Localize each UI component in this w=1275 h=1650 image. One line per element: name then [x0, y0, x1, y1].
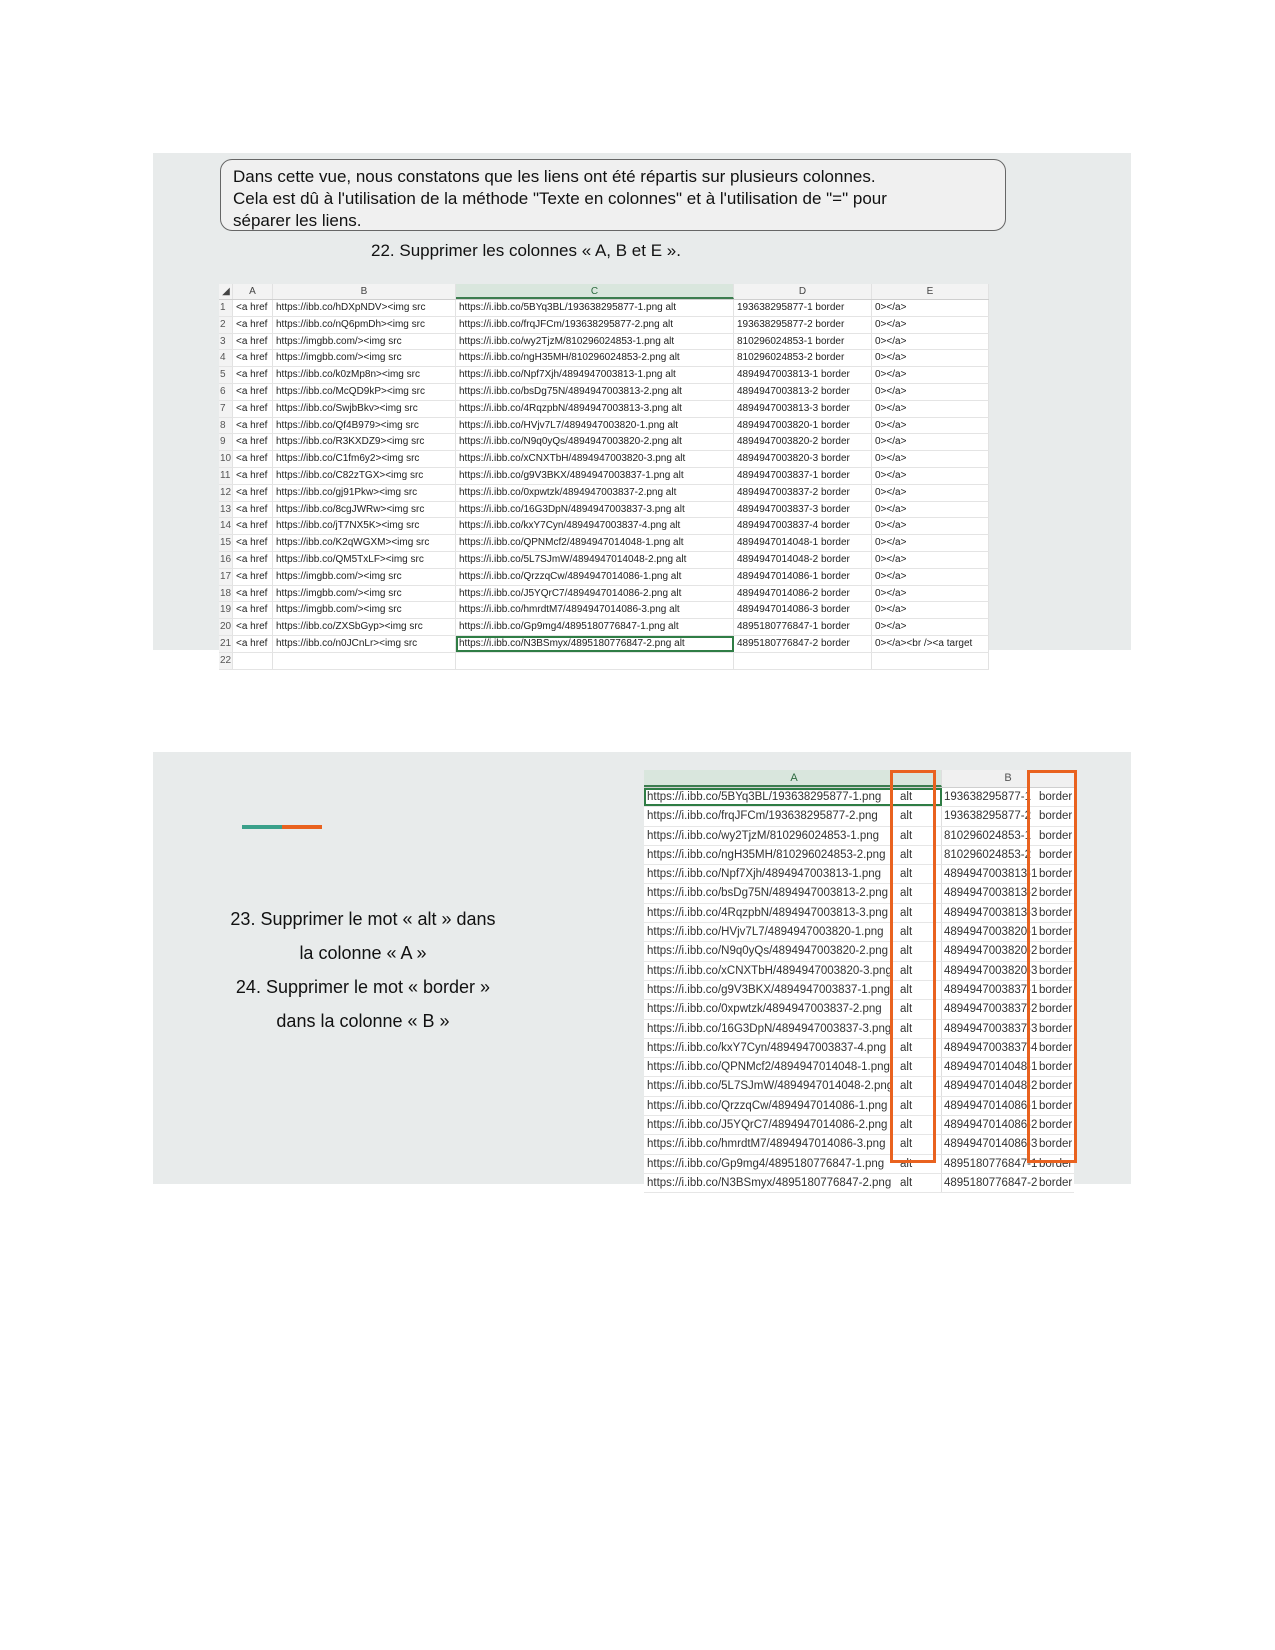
- table-cell[interactable]: 4894947003813-3 border: [734, 401, 872, 417]
- table-cell[interactable]: 810296024853-2 border: [734, 350, 872, 366]
- cell-alt-word: alt: [900, 887, 913, 900]
- table-row: [644, 1000, 1074, 1019]
- table-cell[interactable]: https://i.ibb.co/0xpwtzk/4894947003837-2.png alt: [456, 485, 734, 501]
- cell-id-text: 4894947014086-3: [944, 1138, 1038, 1151]
- table-cell[interactable]: 4894947003837-3 border: [734, 502, 872, 518]
- table-row: [644, 788, 1074, 807]
- table-cell[interactable]: <a href: [233, 468, 273, 484]
- row-number[interactable]: 10: [219, 451, 233, 467]
- row-number[interactable]: 11: [219, 468, 233, 484]
- table-row: [644, 1097, 1074, 1116]
- row-number[interactable]: 7: [219, 401, 233, 417]
- table-cell[interactable]: 193638295877-1 border: [734, 300, 872, 316]
- table-cell[interactable]: 4894947003820-2 border: [734, 434, 872, 450]
- accent-bar-teal: [242, 825, 282, 829]
- cell-border-word: border: [1039, 1003, 1073, 1016]
- cell-border-word: border: [1039, 1138, 1073, 1151]
- table-cell[interactable]: https://imgbb.com/><img src: [273, 602, 456, 618]
- cell-border-word: border: [1039, 848, 1073, 861]
- table-cell[interactable]: https://ibb.co/SwjbBkv><img src: [273, 401, 456, 417]
- table-cell[interactable]: https://i.ibb.co/Npf7Xjh/4894947003813-1.png alt: [456, 367, 734, 383]
- table-cell[interactable]: [942, 1174, 1074, 1192]
- table-cell[interactable]: <a href: [233, 552, 273, 568]
- table-row: [219, 502, 989, 519]
- cell-alt-word: alt: [900, 1099, 913, 1112]
- cell-border-word: border: [1039, 1061, 1073, 1074]
- row-number[interactable]: 22: [219, 653, 233, 669]
- table-cell[interactable]: <a href: [233, 451, 273, 467]
- row-number[interactable]: 8: [219, 418, 233, 434]
- table-row: [644, 981, 1074, 1000]
- cell-alt-word: alt: [900, 1022, 913, 1035]
- table-cell[interactable]: 4894947014048-1 border: [734, 535, 872, 551]
- column-header-row: [644, 770, 1074, 788]
- table-cell[interactable]: https://ibb.co/C82zTGX><img src: [273, 468, 456, 484]
- table-cell[interactable]: https://ibb.co/McQD9kP><img src: [273, 384, 456, 400]
- cell-url-text: https://i.ibb.co/QrzzqCw/4894947014086-1.png: [647, 1099, 888, 1112]
- table-cell[interactable]: <a href: [233, 602, 273, 618]
- table-cell[interactable]: https://i.ibb.co/5L7SJmW/4894947014048-2.png alt: [456, 552, 734, 568]
- table-cell[interactable]: https://i.ibb.co/Gp9mg4/4895180776847-1.png alt: [456, 619, 734, 635]
- table-cell[interactable]: 0></a>: [872, 619, 989, 635]
- cell-id-text: 4894947003813-2: [944, 887, 1038, 900]
- table-row: [219, 434, 989, 451]
- cell-url-text: https://i.ibb.co/kxY7Cyn/4894947003837-4.png: [647, 1041, 887, 1054]
- cell-url-text: https://i.ibb.co/16G3DpN/4894947003837-3.png: [647, 1022, 892, 1035]
- table-cell[interactable]: https://i.ibb.co/HVjv7L7/4894947003820-1.png alt: [456, 418, 734, 434]
- cell-alt-word: alt: [900, 868, 913, 881]
- table-cell[interactable]: <a href: [233, 317, 273, 333]
- row-number[interactable]: 15: [219, 535, 233, 551]
- column-header-a[interactable]: A: [233, 284, 273, 299]
- table-cell[interactable]: https://i.ibb.co/N3BSmyx/4895180776847-2.png alt: [456, 636, 734, 652]
- table-row: [644, 807, 1074, 826]
- table-cell[interactable]: 0></a>: [872, 451, 989, 467]
- row-number[interactable]: 14: [219, 518, 233, 534]
- cell-border-word: border: [1039, 829, 1073, 842]
- cell-border-word: border: [1039, 791, 1073, 803]
- table-cell[interactable]: <a href: [233, 619, 273, 635]
- table-cell[interactable]: https://ibb.co/jT7NX5K><img src: [273, 518, 456, 534]
- table-cell[interactable]: https://i.ibb.co/bsDg75N/4894947003813-2.png alt: [456, 384, 734, 400]
- cell-border-word: border: [1039, 810, 1073, 823]
- cell-url-text: https://i.ibb.co/0xpwtzk/4894947003837-2.png: [647, 1003, 882, 1016]
- cell-border-word: border: [1039, 868, 1073, 881]
- row-number[interactable]: 12: [219, 485, 233, 501]
- step-line: 24. Supprimer le mot « border »: [235, 977, 491, 997]
- table-cell[interactable]: 0></a>: [872, 485, 989, 501]
- table-cell[interactable]: 0></a>: [872, 300, 989, 316]
- cell-id-text: 4894947003813-3: [944, 906, 1038, 919]
- table-cell[interactable]: <a href: [233, 300, 273, 316]
- cell-url-text: https://i.ibb.co/hmrdtM7/4894947014086-3.png: [647, 1138, 886, 1151]
- table-row: [219, 518, 989, 535]
- table-cell[interactable]: 0></a>: [872, 569, 989, 585]
- table-cell[interactable]: https://ibb.co/ZXSbGyp><img src: [273, 619, 456, 635]
- table-cell[interactable]: https://i.ibb.co/QPNMcf2/4894947014048-1.png alt: [456, 535, 734, 551]
- column-header-d[interactable]: D: [734, 284, 872, 299]
- cell-alt-word: alt: [900, 926, 913, 939]
- slide-panel-step22: [153, 153, 1131, 666]
- highlight-alt-box: [890, 770, 936, 1163]
- table-cell[interactable]: https://i.ibb.co/4RqzpbN/4894947003813-3.png alt: [456, 401, 734, 417]
- cell-border-word: border: [1039, 1080, 1073, 1093]
- cell-id-text: 4894947003820-3: [944, 964, 1038, 977]
- cell-url-text: https://i.ibb.co/4RqzpbN/4894947003813-3.png: [647, 906, 889, 919]
- cell-id-text: 193638295877-2: [944, 810, 1031, 823]
- cell-border-word: border: [1039, 926, 1073, 939]
- table-cell[interactable]: 193638295877-2 border: [734, 317, 872, 333]
- table-row: [219, 451, 989, 468]
- table-row: [644, 846, 1074, 865]
- cell-alt-word: alt: [900, 791, 913, 803]
- table-cell[interactable]: https://ibb.co/QM5TxLF><img src: [273, 552, 456, 568]
- table-cell[interactable]: <a href: [233, 418, 273, 434]
- table-cell[interactable]: https://i.ibb.co/kxY7Cyn/4894947003837-4.png alt: [456, 518, 734, 534]
- cell-border-word: border: [1039, 1099, 1073, 1112]
- table-cell[interactable]: 4895180776847-1 border: [734, 619, 872, 635]
- step-22-instruction: 22. Supprimer les colonnes « A, B et E ».: [371, 241, 681, 260]
- select-all-corner[interactable]: ◢: [219, 284, 233, 299]
- accent-bar-orange: [282, 825, 322, 829]
- cell-border-word: border: [1039, 887, 1073, 900]
- table-cell[interactable]: https://i.ibb.co/wy2TjzM/810296024853-1.png alt: [456, 334, 734, 350]
- table-cell[interactable]: <a href: [233, 636, 273, 652]
- cell-id-text: 810296024853-2: [944, 848, 1031, 861]
- cell-border-word: border: [1039, 1119, 1073, 1132]
- cell-url-text: https://i.ibb.co/ngH35MH/810296024853-2.png: [647, 848, 886, 861]
- table-row: [219, 334, 989, 351]
- table-cell[interactable]: [734, 653, 872, 669]
- table-row: [644, 865, 1074, 884]
- table-cell[interactable]: https://i.ibb.co/ngH35MH/810296024853-2.png alt: [456, 350, 734, 366]
- cell-id-text: 4894947014048-2: [944, 1080, 1038, 1093]
- column-header-a[interactable]: A: [644, 770, 942, 787]
- table-cell[interactable]: <a href: [233, 401, 273, 417]
- cell-id-text: 4894947003837-4: [944, 1041, 1038, 1054]
- cell-alt-word: alt: [900, 1041, 913, 1054]
- table-cell[interactable]: 0></a>: [872, 384, 989, 400]
- table-cell[interactable]: https://i.ibb.co/N9q0yQs/4894947003820-2.png alt: [456, 434, 734, 450]
- steps-23-24-instructions: [213, 902, 513, 1038]
- table-cell[interactable]: https://imgbb.com/><img src: [273, 586, 456, 602]
- cell-border-word: border: [1039, 1157, 1073, 1170]
- table-cell[interactable]: 0></a>: [872, 552, 989, 568]
- row-number[interactable]: 18: [219, 586, 233, 602]
- cell-url-text: https://i.ibb.co/QPNMcf2/4894947014048-1.png: [647, 1061, 890, 1074]
- cell-url-text: https://i.ibb.co/5BYq3BL/193638295877-1.png: [647, 791, 882, 803]
- cell-border-word: border: [1039, 1176, 1073, 1189]
- table-cell[interactable]: [273, 653, 456, 669]
- table-cell[interactable]: https://i.ibb.co/QrzzqCw/4894947014086-1.png alt: [456, 569, 734, 585]
- table-row: [644, 1077, 1074, 1096]
- cell-alt-word: alt: [900, 906, 913, 919]
- cell-id-text: 4894947003820-1: [944, 926, 1038, 939]
- table-cell[interactable]: https://i.ibb.co/5BYq3BL/193638295877-1.png alt: [456, 300, 734, 316]
- table-cell[interactable]: 4895180776847-2 border: [734, 636, 872, 652]
- cell-alt-word: alt: [900, 945, 913, 958]
- row-number[interactable]: 3: [219, 334, 233, 350]
- cell-url-text: https://i.ibb.co/5L7SJmW/4894947014048-2.png: [647, 1080, 894, 1093]
- cell-alt-word: alt: [900, 810, 913, 823]
- accent-bar: [242, 825, 322, 829]
- table-row: [219, 418, 989, 435]
- cell-alt-word: alt: [900, 829, 913, 842]
- cell-id-text: 193638295877-1: [944, 791, 1031, 803]
- table-row: [219, 619, 989, 636]
- table-cell[interactable]: https://imgbb.com/><img src: [273, 350, 456, 366]
- callout-line: Dans cette vue, nous constatons que les liens ont été répartis sur plusieurs colonnes.: [233, 167, 876, 186]
- table-row: [644, 827, 1074, 846]
- table-cell[interactable]: <a href: [233, 518, 273, 534]
- table-row: [644, 962, 1074, 981]
- step-line: la colonne « A »: [299, 943, 427, 963]
- cell-id-text: 4895180776847-2: [944, 1176, 1038, 1189]
- table-row: [644, 1020, 1074, 1039]
- table-cell[interactable]: <a href: [233, 586, 273, 602]
- row-number[interactable]: 13: [219, 502, 233, 518]
- table-cell[interactable]: https://i.ibb.co/frqJFCm/193638295877-2.png alt: [456, 317, 734, 333]
- table-cell[interactable]: 4894947014048-2 border: [734, 552, 872, 568]
- slide-panel-steps23-24: [153, 752, 1131, 1189]
- table-cell[interactable]: https://ibb.co/C1fm6y2><img src: [273, 451, 456, 467]
- spreadsheet-five-columns: [219, 284, 989, 670]
- table-row: [219, 653, 989, 670]
- cell-alt-word: alt: [900, 1157, 913, 1170]
- table-cell[interactable]: 810296024853-1 border: [734, 334, 872, 350]
- table-cell[interactable]: 0></a>: [872, 367, 989, 383]
- cell-url-text: https://i.ibb.co/bsDg75N/4894947003813-2.png: [647, 887, 889, 900]
- cell-url-text: https://i.ibb.co/N3BSmyx/4895180776847-2.png: [647, 1176, 892, 1189]
- row-number[interactable]: 21: [219, 636, 233, 652]
- callout-line: séparer les liens.: [233, 211, 362, 230]
- table-cell[interactable]: 4894947014086-3 border: [734, 602, 872, 618]
- table-cell[interactable]: https://ibb.co/nQ6pmDh><img src: [273, 317, 456, 333]
- table-cell[interactable]: 0></a><br /><a target: [872, 636, 989, 652]
- cell-url-text: https://i.ibb.co/wy2TjzM/810296024853-1.png: [647, 829, 880, 842]
- cell-border-word: border: [1039, 945, 1073, 958]
- cell-border-word: border: [1039, 964, 1073, 977]
- row-number[interactable]: 5: [219, 367, 233, 383]
- table-row: [219, 636, 989, 653]
- cell-id-text: 810296024853-1: [944, 829, 1031, 842]
- cell-alt-word: alt: [900, 983, 913, 996]
- table-cell[interactable]: https://i.ibb.co/xCNXTbH/4894947003820-3.png alt: [456, 451, 734, 467]
- table-cell[interactable]: 0></a>: [872, 586, 989, 602]
- table-row: [644, 1116, 1074, 1135]
- table-row: [219, 569, 989, 586]
- cell-alt-word: alt: [900, 1176, 913, 1189]
- cell-url-text: https://i.ibb.co/N9q0yQs/4894947003820-2.png: [647, 945, 889, 958]
- row-number[interactable]: 9: [219, 434, 233, 450]
- table-row: [644, 1135, 1074, 1154]
- table-row: [219, 535, 989, 552]
- table-cell[interactable]: https://ibb.co/n0JCnLr><img src: [273, 636, 456, 652]
- table-row: [219, 350, 989, 367]
- table-cell[interactable]: https://i.ibb.co/g9V3BKX/4894947003837-1.png alt: [456, 468, 734, 484]
- column-header-b[interactable]: B: [1004, 772, 1012, 784]
- table-cell[interactable]: 0></a>: [872, 317, 989, 333]
- cell-id-text: 4894947003837-3: [944, 1022, 1038, 1035]
- table-cell[interactable]: <a href: [233, 535, 273, 551]
- cell-url-text: https://i.ibb.co/Npf7Xjh/4894947003813-1.png: [647, 868, 882, 881]
- table-cell[interactable]: <a href: [233, 384, 273, 400]
- cell-alt-word: alt: [900, 1138, 913, 1151]
- table-row: [219, 300, 989, 317]
- table-cell[interactable]: <a href: [233, 350, 273, 366]
- table-cell[interactable]: 4894947014086-1 border: [734, 569, 872, 585]
- explanation-callout: [220, 159, 1006, 231]
- table-cell[interactable]: https://i.ibb.co/hmrdtM7/4894947014086-3.png alt: [456, 602, 734, 618]
- row-number[interactable]: 6: [219, 384, 233, 400]
- table-row: [644, 942, 1074, 961]
- step-line: dans la colonne « B »: [276, 1011, 450, 1031]
- table-cell[interactable]: 4894947003837-1 border: [734, 468, 872, 484]
- table-cell[interactable]: [233, 653, 273, 669]
- cell-id-text: 4894947014086-1: [944, 1099, 1038, 1112]
- table-row: [644, 884, 1074, 903]
- table-cell[interactable]: <a href: [233, 434, 273, 450]
- table-cell[interactable]: https://ibb.co/k0zMp8n><img src: [273, 367, 456, 383]
- table-cell[interactable]: [872, 653, 989, 669]
- table-cell[interactable]: 0></a>: [872, 535, 989, 551]
- table-row: [644, 904, 1074, 923]
- table-cell[interactable]: 4894947003820-3 border: [734, 451, 872, 467]
- table-cell[interactable]: https://ibb.co/Qf4B979><img src: [273, 418, 456, 434]
- table-cell[interactable]: <a href: [233, 569, 273, 585]
- cell-alt-word: alt: [900, 848, 913, 861]
- table-row: [219, 468, 989, 485]
- table-cell[interactable]: https://imgbb.com/><img src: [273, 334, 456, 350]
- table-row: [644, 1039, 1074, 1058]
- table-cell[interactable]: 0></a>: [872, 418, 989, 434]
- table-cell[interactable]: 0></a>: [872, 502, 989, 518]
- table-cell[interactable]: https://i.ibb.co/J5YQrC7/4894947014086-2.png alt: [456, 586, 734, 602]
- column-header-b[interactable]: B: [273, 284, 456, 299]
- cell-id-text: 4894947003820-2: [944, 945, 1038, 958]
- table-row: [219, 602, 989, 619]
- table-cell[interactable]: https://ibb.co/hDXpNDV><img src: [273, 300, 456, 316]
- cell-id-text: 4894947014048-1: [944, 1061, 1038, 1074]
- table-row: [219, 367, 989, 384]
- table-cell[interactable]: 0></a>: [872, 518, 989, 534]
- cell-border-word: border: [1039, 983, 1073, 996]
- row-number[interactable]: 2: [219, 317, 233, 333]
- cell-id-text: 4894947003837-1: [944, 983, 1038, 996]
- table-cell[interactable]: 0></a>: [872, 401, 989, 417]
- cell-id-text: 4894947003837-2: [944, 1003, 1038, 1016]
- callout-line: Cela est dû à l'utilisation de la méthode "Texte en colonnes" et à l'utilisation de "=" pour: [233, 189, 887, 208]
- cell-url-text: https://i.ibb.co/J5YQrC7/4894947014086-2.png: [647, 1119, 888, 1132]
- step-line: 23. Supprimer le mot « alt » dans: [230, 909, 496, 929]
- cell-url-text: https://i.ibb.co/g9V3BKX/4894947003837-1.png: [647, 983, 890, 996]
- cell-url-text: https://i.ibb.co/Gp9mg4/4895180776847-1.png: [647, 1157, 885, 1170]
- table-row: [219, 317, 989, 334]
- row-number[interactable]: 20: [219, 619, 233, 635]
- table-cell[interactable]: https://ibb.co/K2qWGXM><img src: [273, 535, 456, 551]
- cell-id-text: 4895180776847-1: [944, 1157, 1038, 1170]
- cell-id-text: 4894947003813-1: [944, 868, 1038, 881]
- table-row: [644, 1174, 1074, 1193]
- row-number[interactable]: 4: [219, 350, 233, 366]
- cell-border-word: border: [1039, 1022, 1073, 1035]
- spreadsheet-two-columns: [644, 770, 1074, 1193]
- table-cell[interactable]: 4894947003837-2 border: [734, 485, 872, 501]
- table-cell[interactable]: 4894947003820-1 border: [734, 418, 872, 434]
- cell-alt-word: alt: [900, 964, 913, 977]
- table-row: [219, 485, 989, 502]
- table-cell[interactable]: 0></a>: [872, 350, 989, 366]
- column-header-c[interactable]: C: [456, 284, 734, 299]
- row-number[interactable]: 17: [219, 569, 233, 585]
- row-number[interactable]: 19: [219, 602, 233, 618]
- table-cell[interactable]: 0></a>: [872, 602, 989, 618]
- table-cell[interactable]: 4894947003837-4 border: [734, 518, 872, 534]
- cell-border-word: border: [1039, 906, 1073, 919]
- table-row: [219, 401, 989, 418]
- table-row: [219, 586, 989, 603]
- table-cell[interactable]: https://i.ibb.co/16G3DpN/4894947003837-3.png alt: [456, 502, 734, 518]
- column-header-e[interactable]: E: [872, 284, 989, 299]
- cell-url-text: https://i.ibb.co/frqJFCm/193638295877-2.png: [647, 810, 878, 823]
- table-row: [219, 384, 989, 401]
- table-cell[interactable]: https://ibb.co/gj91Pkw><img src: [273, 485, 456, 501]
- cell-id-text: 4894947014086-2: [944, 1119, 1038, 1132]
- table-row: [219, 552, 989, 569]
- table-cell[interactable]: 0></a>: [872, 468, 989, 484]
- table-row: [644, 1058, 1074, 1077]
- cell-url-text: https://i.ibb.co/HVjv7L7/4894947003820-1.png: [647, 926, 884, 939]
- table-cell[interactable]: https://imgbb.com/><img src: [273, 569, 456, 585]
- cell-alt-word: alt: [900, 1119, 913, 1132]
- highlight-border-box: [1027, 770, 1077, 1163]
- row-number[interactable]: 16: [219, 552, 233, 568]
- table-cell[interactable]: 0></a>: [872, 334, 989, 350]
- table-row: [644, 923, 1074, 942]
- table-row: [644, 1155, 1074, 1174]
- table-cell[interactable]: 4894947014086-2 border: [734, 586, 872, 602]
- column-header-row: [219, 284, 989, 300]
- table-cell[interactable]: 4894947003813-1 border: [734, 367, 872, 383]
- cell-border-word: border: [1039, 1041, 1073, 1054]
- table-cell[interactable]: <a href: [233, 485, 273, 501]
- cell-alt-word: alt: [900, 1061, 913, 1074]
- table-cell[interactable]: <a href: [233, 502, 273, 518]
- table-cell[interactable]: https://ibb.co/R3KXDZ9><img src: [273, 434, 456, 450]
- table-cell[interactable]: 4894947003813-2 border: [734, 384, 872, 400]
- table-cell[interactable]: [644, 1174, 942, 1192]
- cell-url-text: https://i.ibb.co/xCNXTbH/4894947003820-3.png: [647, 964, 892, 977]
- table-cell[interactable]: <a href: [233, 334, 273, 350]
- row-number[interactable]: 1: [219, 300, 233, 316]
- table-cell[interactable]: [456, 653, 734, 669]
- table-cell[interactable]: 0></a>: [872, 434, 989, 450]
- cell-alt-word: alt: [900, 1003, 913, 1016]
- table-cell[interactable]: https://ibb.co/8cgJWRw><img src: [273, 502, 456, 518]
- cell-alt-word: alt: [900, 1080, 913, 1093]
- table-cell[interactable]: <a href: [233, 367, 273, 383]
